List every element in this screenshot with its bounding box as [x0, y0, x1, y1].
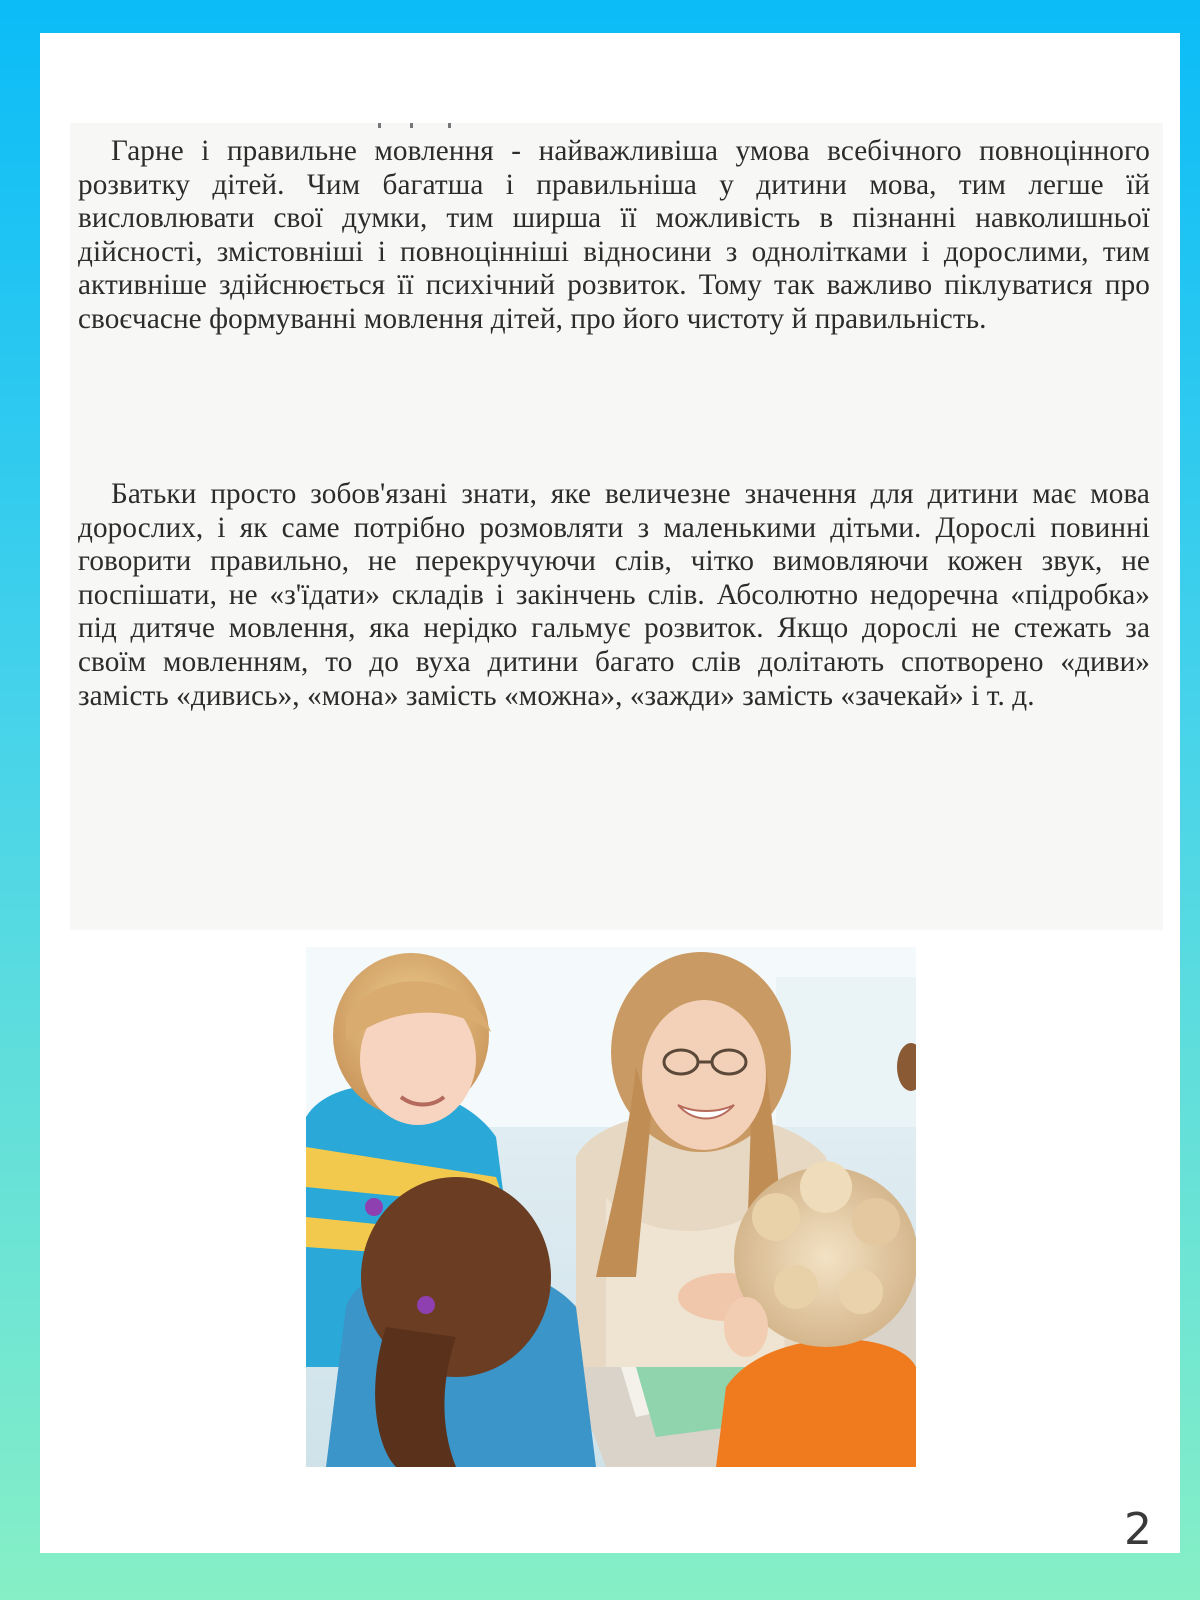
teacher-with-children-photo [306, 947, 916, 1467]
page-number: 2 [1124, 1504, 1152, 1555]
scanned-text-block [70, 123, 1163, 930]
paragraph-1: Гарне і правильне мовлення - найважливіша умова всебічного повноцінного розвитку дітей. Чим багатша і правильніша у дитини мова, тим легше їй висловлювати свої думки, тим ширша її можливість в пізнанні навколишньої дійсності, змістовніші і повноцінніші відносини з однолітками і дорослими, тим активніше здійснюється її психічний розвиток. Тому так важливо піклуватися про своєчасне формуванні мовлення дітей, про його чистоту й правильність. [78, 135, 1150, 335]
document-page [40, 33, 1180, 1553]
scan-artifact [370, 123, 460, 129]
paragraph-2: Батьки просто зобов'язані знати, яке величезне значення для дитини має мова дорослих, і як саме потрібно розмовляти з маленькими дітьми. Дорослі повинні говорити правильно, не перекручуючи слів, чітко вимовляючи кожен звук, не поспішати, не «з'їдати» складів і закінчень слів. Абсолютно недоречна «підробка» під дитяче мовлення, яка нерідко гальмує розвиток. Якщо дорослі не стежать за своїм мовленням, то до вуха дитини багато слів долітають спотворено «диви» замість «дивись», «мона» замість «можна», «зажди» замість «зачекай» і т. д. [78, 478, 1150, 712]
